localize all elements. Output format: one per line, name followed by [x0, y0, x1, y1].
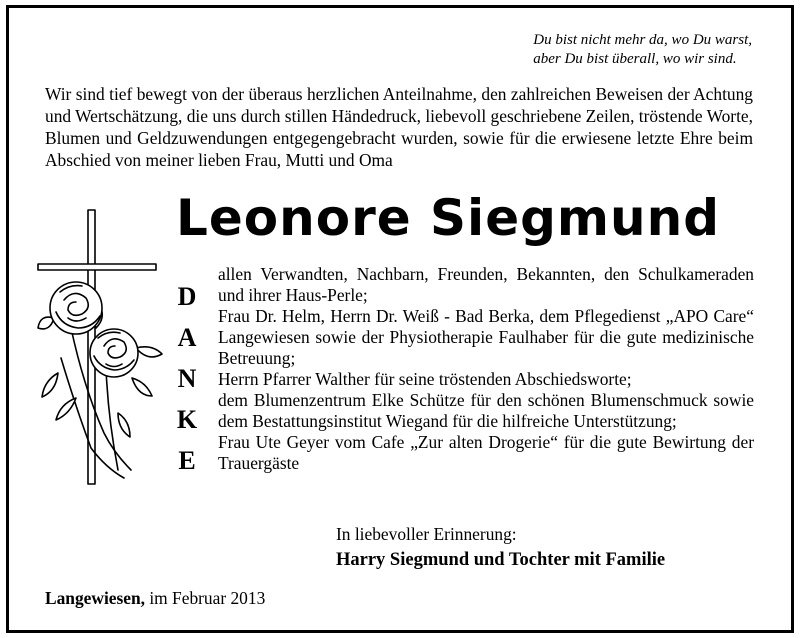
- thanks-item: Frau Ute Geyer vom Cafe „Zur alten Drogerie“ für die gute Bewirtung der Trauergäste: [218, 432, 754, 473]
- place-date: [45, 587, 265, 609]
- thanks-item: Frau Dr. Helm, Herrn Dr. Weiß - Bad Berka, dem Pflegedienst „APO Care“ Langewiesen sowie der Physiotherapie Faulhaber für die gute medizinische Betreuung;: [218, 306, 754, 368]
- motto: [533, 31, 752, 69]
- date: im Februar 2013: [145, 588, 266, 608]
- cross-with-roses-icon: [36, 208, 171, 488]
- memory-label: In liebevoller Erinnerung:: [336, 524, 517, 544]
- motto-line-2: aber Du bist überall, wo wir sind.: [533, 51, 737, 67]
- danke-letter: A: [177, 323, 197, 352]
- danke-letter: E: [178, 446, 196, 475]
- intro-text: Wir sind tief bewegt von der überaus herzlichen Anteilnahme, den zahlreichen Beweisen der Achtung und Wertschätzung, die uns durch stillen Händedruck, liebevoll geschriebene Zeilen, tröstende Worte, Blumen und Geldzuwendungen entgegengebracht wurden, sowie für die erwiesene letzte Ehre beim Abschied von meiner lieben Frau, Mutti und Oma: [45, 84, 753, 170]
- thanks-list: [218, 264, 754, 474]
- danke-letter: D: [177, 282, 197, 311]
- deceased-name: Leonore Siegmund: [176, 189, 720, 247]
- place: Langewiesen,: [45, 588, 145, 608]
- thanks-item: allen Verwandten, Nachbarn, Freunden, Bekannten, den Schulkameraden und ihrer Haus-Perle;: [218, 264, 754, 305]
- thanks-item: Herrn Pfarrer Walther für seine tröstenden Abschiedsworte;: [218, 369, 632, 389]
- danke-letters: [172, 280, 202, 485]
- signers: Harry Siegmund und Tochter mit Familie: [336, 550, 666, 570]
- danke-letter: K: [176, 405, 198, 434]
- motto-line-1: Du bist nicht mehr da, wo Du warst,: [533, 32, 752, 48]
- thanks-item: dem Blumenzentrum Elke Schütze für den schönen Blumenschmuck sowie dem Bestattungsinstitut Wiegand für die hilfreiche Unterstützung;: [218, 390, 754, 431]
- danke-letter: N: [177, 364, 197, 393]
